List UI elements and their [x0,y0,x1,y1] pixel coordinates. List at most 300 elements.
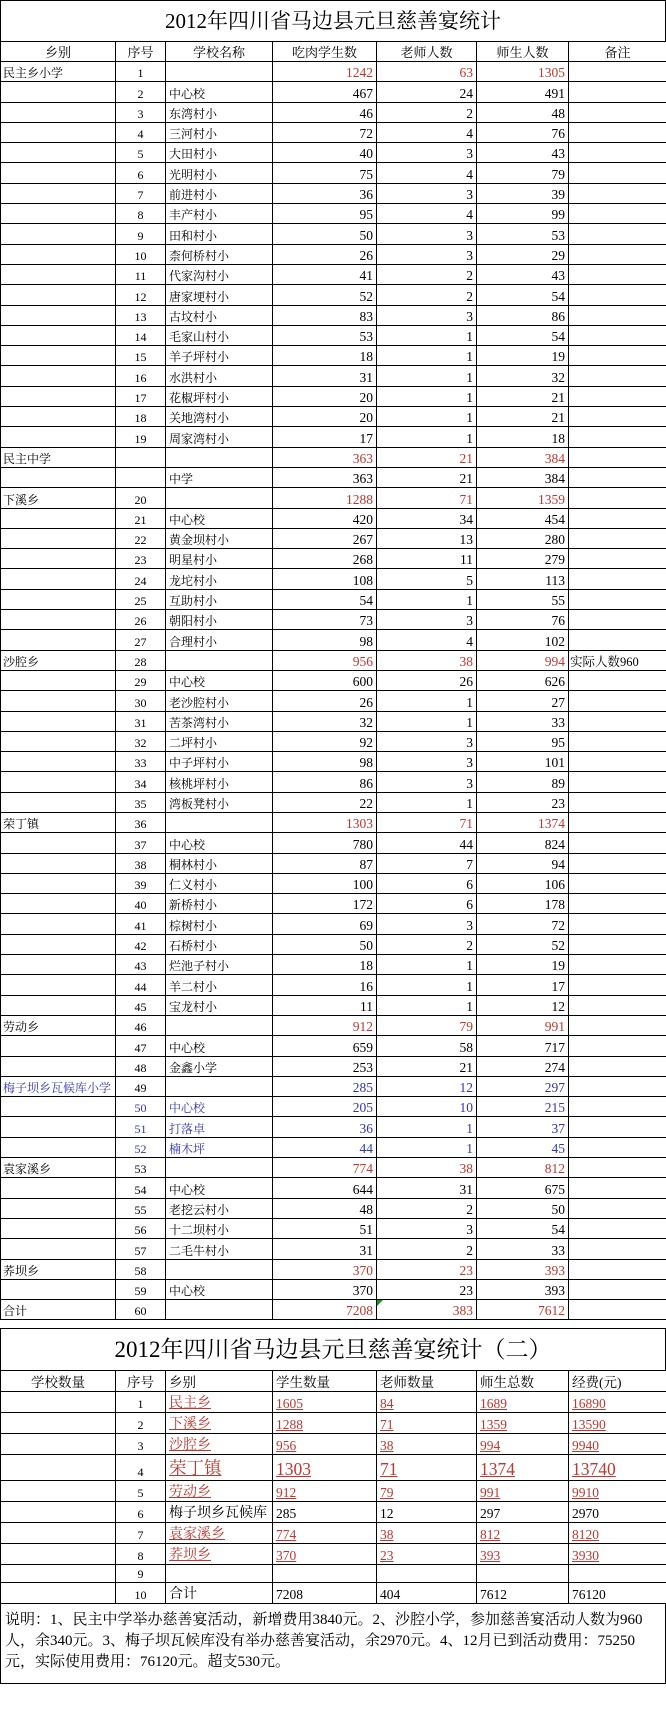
cell-no: 27 [116,630,166,650]
cell-remark [569,467,666,487]
cell-township [1,853,116,873]
cell-remark [569,528,666,548]
table1-row [1,1239,666,1259]
cell-school: 光明村小 [166,163,273,183]
cell-students: 20 [273,407,377,427]
cell-students: 73 [273,610,377,630]
cell-school: 中学 [166,467,273,487]
cell-students: 253 [273,1056,377,1076]
cell-no: 14 [116,325,166,345]
cell-school: 中心校 [166,82,273,102]
cell-school: 中心校 [166,1178,273,1198]
table2-banquet-statistics-2 [0,1370,666,1604]
cell-teachers: 71 [377,488,477,508]
table1-row [1,467,666,487]
table1-row [1,325,666,345]
table1-row [1,407,666,427]
cell-township [1,1137,116,1157]
cell-no: 36 [116,812,166,832]
cell-remark [569,691,666,711]
table2-col-header-0: 学校数量 [1,1371,116,1392]
cell-township [1,1279,116,1299]
cell-total: 393 [477,1259,569,1279]
cell-township [1,752,116,772]
cell-no: 59 [116,1279,166,1299]
cell-township [1,325,116,345]
cell-students: 1242 [273,62,377,82]
cell-township: 合计 [166,1583,273,1604]
cell-remark [569,325,666,345]
cell-remark [569,82,666,102]
cell-teachers: 1 [377,589,477,609]
cell-no: 29 [116,670,166,690]
cell-township [1,366,116,386]
cell-no: 3 [116,102,166,122]
cell-no: 8 [116,1544,166,1565]
cell-remark [569,1218,666,1238]
cell-no: 45 [116,995,166,1015]
cell-no: 20 [116,488,166,508]
cell-school: 桐林村小 [166,853,273,873]
cell-teachers: 38 [377,1158,477,1178]
cell-township: 荣丁镇 [1,812,116,832]
cell-township [1,833,116,853]
tables-gap [0,1320,666,1328]
cell-teachers: 1 [377,407,477,427]
table2-row [1,1544,666,1565]
cell-funds: 3930 [569,1544,666,1565]
table1-row [1,1259,666,1279]
cell-remark [569,264,666,284]
cell-teachers: 4 [377,630,477,650]
cell-township [1,82,116,102]
cell-teachers: 3 [377,143,477,163]
cell-no: 22 [116,528,166,548]
cell-no: 35 [116,792,166,812]
cell-school [166,1259,273,1279]
table1-row [1,427,666,447]
cell-township: 沙腔乡 [166,1434,273,1455]
cell-total: 45 [477,1137,569,1157]
cell-total: 102 [477,630,569,650]
cell-school-count [1,1481,116,1502]
cell-township [1,143,116,163]
cell-total: 86 [477,305,569,325]
cell-students: 774 [273,1523,377,1544]
cell-township: 民主乡 [166,1392,273,1413]
table1-row [1,143,666,163]
cell-no: 38 [116,853,166,873]
cell-no: 8 [116,204,166,224]
cell-township [1,955,116,975]
cell-remark [569,772,666,792]
cell-no [116,447,166,467]
cell-remark [569,386,666,406]
table2-row [1,1455,666,1481]
cell-teachers: 63 [377,62,477,82]
cell-total: 27 [477,691,569,711]
cell-students: 75 [273,163,377,183]
cell-total: 33 [477,1239,569,1259]
cell-students: 53 [273,325,377,345]
table1-row [1,1117,666,1137]
cell-remark [569,1137,666,1157]
cell-school-count [1,1455,116,1481]
cell-teachers: 1 [377,955,477,975]
cell-township [1,102,116,122]
cell-township [1,731,116,751]
cell-school: 毛家山村小 [166,325,273,345]
cell-teachers: 404 [377,1583,477,1604]
cell-township [1,163,116,183]
cell-remark [569,447,666,467]
cell-teachers: 44 [377,833,477,853]
cell-school: 黄金坝村小 [166,528,273,548]
cell-funds: 76120 [569,1583,666,1604]
cell-no: 57 [116,1239,166,1259]
cell-township [1,589,116,609]
table1-row [1,1015,666,1035]
cell-township: 合计 [1,1300,116,1320]
cell-students: 370 [273,1279,377,1299]
cell-remark [569,711,666,731]
cell-students: 31 [273,1239,377,1259]
cell-school-count [1,1392,116,1413]
cell-school: 二坪村小 [166,731,273,751]
cell-teachers: 38 [377,650,477,670]
cell-teachers: 23 [377,1279,477,1299]
cell-remark [569,630,666,650]
cell-students: 72 [273,122,377,142]
cell-total: 50 [477,1198,569,1218]
cell-no: 41 [116,914,166,934]
table1-row [1,346,666,366]
cell-remark [569,1076,666,1096]
cell-teachers: 4 [377,204,477,224]
table1-row [1,853,666,873]
table1-row [1,1137,666,1157]
cell-remark [569,1117,666,1137]
cell-township [1,792,116,812]
table1-row [1,82,666,102]
cell-remark [569,244,666,264]
cell-remark [569,122,666,142]
table2-col-header-6: 经费(元) [569,1371,666,1392]
cell-school: 金鑫小学 [166,1056,273,1076]
cell-school-count [1,1413,116,1434]
cell-funds: 16890 [569,1392,666,1413]
cell-teachers: 1 [377,1117,477,1137]
cell-remark [569,873,666,893]
cell-school-count [1,1565,116,1583]
cell-teachers: 71 [377,812,477,832]
cell-total [477,1565,569,1583]
table2-col-header-1: 序号 [116,1371,166,1392]
table1-row [1,447,666,467]
cell-total: 43 [477,143,569,163]
table1-row [1,1279,666,1299]
cell-school [166,1015,273,1035]
cell-township [1,122,116,142]
cell-no: 30 [116,691,166,711]
cell-students: 32 [273,711,377,731]
cell-total: 21 [477,386,569,406]
table1-row [1,204,666,224]
cell-total: 43 [477,264,569,284]
cell-total: 52 [477,934,569,954]
cell-remark [569,163,666,183]
cell-teachers: 4 [377,122,477,142]
cell-students: 420 [273,508,377,528]
cell-township [1,386,116,406]
cell-teachers: 1 [377,346,477,366]
cell-school: 大田村小 [166,143,273,163]
cell-teachers: 21 [377,467,477,487]
cell-remark [569,143,666,163]
cell-school: 中心校 [166,833,273,853]
cell-township [1,569,116,589]
cell-township: 劳动乡 [166,1481,273,1502]
cell-students: 50 [273,934,377,954]
cell-teachers: 6 [377,894,477,914]
cell-students: 46 [273,102,377,122]
cell-students: 41 [273,264,377,284]
table1-row [1,386,666,406]
cell-students: 644 [273,1178,377,1198]
cell-teachers: 1 [377,975,477,995]
cell-remark [569,914,666,934]
cell-teachers: 58 [377,1036,477,1056]
cell-no: 46 [116,1015,166,1035]
table2-title: 2012年四川省马边县元旦慈善宴统计（二） [0,1328,666,1370]
table1-row [1,285,666,305]
cell-township [1,204,116,224]
cell-students: 11 [273,995,377,1015]
cell-students: 86 [273,772,377,792]
cell-township: 劳动乡 [1,1015,116,1035]
cell-school [166,812,273,832]
cell-school: 仁义村小 [166,873,273,893]
cell-school-count [1,1583,116,1604]
table1-row [1,752,666,772]
cell-students: 1288 [273,1413,377,1434]
cell-total: 48 [477,102,569,122]
cell-total: 274 [477,1056,569,1076]
cell-students: 22 [273,792,377,812]
cell-township [1,1198,116,1218]
table1-row [1,1300,666,1320]
cell-total: 54 [477,325,569,345]
cell-no: 24 [116,569,166,589]
cell-township [1,224,116,244]
cell-township [1,1036,116,1056]
cell-students: 18 [273,955,377,975]
explanatory-note: 说明：1、民主中学举办慈善宴活动，新增费用3840元。2、沙腔小学，参加慈善宴活动人数为960人，余340元。3、梅子坝瓦候库没有举办慈善宴活动，余2970元。4、12月已到活动费用：75250元，实际使用费用：76120元。超支530元。 [0,1604,666,1684]
table2-col-header-5: 师生总数 [477,1371,569,1392]
cell-no: 39 [116,873,166,893]
table2-row [1,1413,666,1434]
cell-students: 956 [273,650,377,670]
cell-total: 12 [477,995,569,1015]
cell-total: 384 [477,447,569,467]
cell-students: 1303 [273,1455,377,1481]
table1-row [1,244,666,264]
cell-school: 棕树村小 [166,914,273,934]
table1-row [1,122,666,142]
cell-no: 58 [116,1259,166,1279]
table1-row [1,691,666,711]
table1-row [1,873,666,893]
table1-col-header-0: 乡别 [1,42,116,62]
cell-teachers: 1 [377,386,477,406]
cell-total: 1374 [477,1455,569,1481]
cell-township [1,346,116,366]
cell-township [1,508,116,528]
cell-township [1,1117,116,1137]
cell-teachers: 3 [377,183,477,203]
cell-students: 467 [273,82,377,102]
table2-row [1,1481,666,1502]
cell-teachers: 3 [377,731,477,751]
cell-total: 675 [477,1178,569,1198]
cell-teachers: 2 [377,1239,477,1259]
cell-remark [569,204,666,224]
cell-remark [569,1178,666,1198]
cell-teachers: 23 [377,1544,477,1565]
cell-township [1,1178,116,1198]
cell-remark [569,1198,666,1218]
cell-total: 297 [477,1502,569,1523]
table1-row [1,264,666,284]
cell-teachers: 38 [377,1434,477,1455]
cell-no: 3 [116,1434,166,1455]
cell-total: 215 [477,1097,569,1117]
cell-township: 袁家溪乡 [166,1523,273,1544]
cell-school: 打落卓 [166,1117,273,1137]
cell-school: 老挖云村小 [166,1198,273,1218]
table1-row [1,650,666,670]
cell-township [1,305,116,325]
cell-school: 东湾村小 [166,102,273,122]
cell-township: 荣丁镇 [166,1455,273,1481]
cell-township [1,995,116,1015]
cell-township [1,691,116,711]
table1-row [1,894,666,914]
cell-remark [569,610,666,630]
cell-remark [569,589,666,609]
table1-row [1,812,666,832]
cell-total: 54 [477,1218,569,1238]
cell-township [1,264,116,284]
table1-row [1,366,666,386]
cell-no: 25 [116,589,166,609]
cell-total: 95 [477,731,569,751]
cell-township [1,407,116,427]
cell-school [166,62,273,82]
cell-township: 民主乡小学 [1,62,116,82]
cell-total: 384 [477,467,569,487]
table1-row [1,569,666,589]
cell-total: 994 [477,650,569,670]
cell-total: 279 [477,549,569,569]
cell-funds [569,1565,666,1583]
cell-school [166,650,273,670]
cell-no: 43 [116,955,166,975]
cell-no: 44 [116,975,166,995]
cell-school: 柰何桥村小 [166,244,273,264]
cell-students: 69 [273,914,377,934]
cell-no: 18 [116,407,166,427]
cell-remark [569,833,666,853]
cell-students: 956 [273,1434,377,1455]
cell-school: 老沙腔村小 [166,691,273,711]
cell-school: 苦茶湾村小 [166,711,273,731]
cell-school: 三河村小 [166,122,273,142]
cell-teachers: 13 [377,528,477,548]
cell-township [1,630,116,650]
table1-row [1,731,666,751]
cell-no: 28 [116,650,166,670]
cell-remark [569,183,666,203]
cell-township: 民主中学 [1,447,116,467]
cell-teachers: 21 [377,447,477,467]
cell-no: 1 [116,1392,166,1413]
table2-row [1,1434,666,1455]
cell-school: 十二坝村小 [166,1218,273,1238]
cell-no: 16 [116,366,166,386]
cell-students: 17 [273,427,377,447]
cell-no: 7 [116,183,166,203]
table1-row [1,995,666,1015]
cell-funds: 2970 [569,1502,666,1523]
cell-school: 龙坨村小 [166,569,273,589]
cell-teachers: 1 [377,427,477,447]
cell-school: 合理村小 [166,630,273,650]
cell-township [1,772,116,792]
table1-col-header-1: 序号 [116,42,166,62]
cell-no: 11 [116,264,166,284]
cell-school [166,1300,273,1320]
cell-township [1,1056,116,1076]
table1-header-row [1,42,666,62]
cell-township [1,244,116,264]
cell-total: 54 [477,285,569,305]
table1-row [1,589,666,609]
cell-students: 285 [273,1076,377,1096]
cell-students: 26 [273,244,377,264]
cell-school: 中心校 [166,1036,273,1056]
cell-township [1,610,116,630]
cell-students: 363 [273,467,377,487]
cell-students: 774 [273,1158,377,1178]
cell-total: 280 [477,528,569,548]
cell-no: 26 [116,610,166,630]
cell-school-count [1,1544,116,1565]
cell-school: 丰产村小 [166,204,273,224]
cell-remark [569,752,666,772]
cell-no: 1 [116,62,166,82]
cell-school: 烂池子村小 [166,955,273,975]
cell-remark [569,731,666,751]
cell-total: 994 [477,1434,569,1455]
cell-total: 21 [477,407,569,427]
cell-teachers: 1 [377,792,477,812]
cell-students: 48 [273,1198,377,1218]
cell-total: 53 [477,224,569,244]
cell-total: 101 [477,752,569,772]
cell-total: 99 [477,204,569,224]
cell-remark [569,508,666,528]
